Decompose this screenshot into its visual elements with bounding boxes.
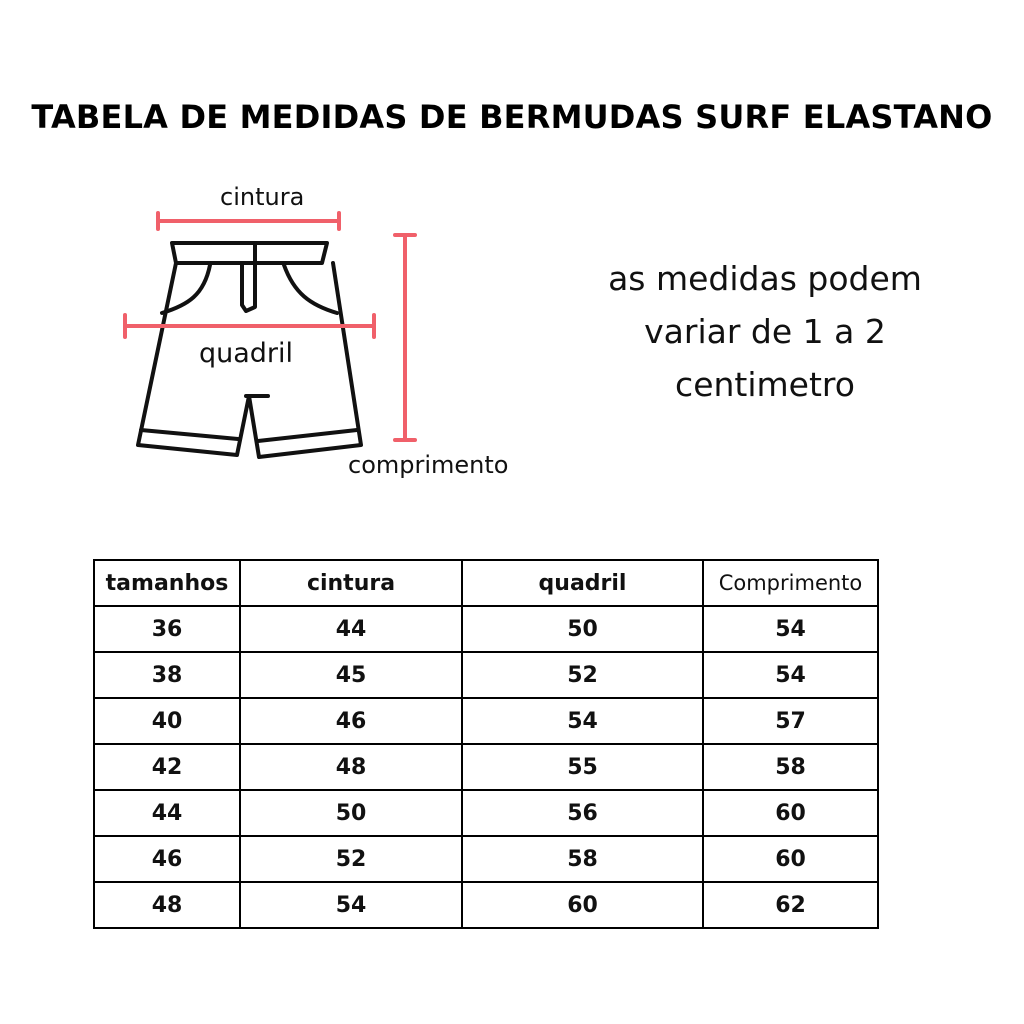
table-row [94, 652, 878, 698]
header-hip: quadril [462, 560, 703, 606]
cell-hip: 58 [462, 836, 703, 882]
variation-note [560, 252, 970, 411]
note-line: centimetro [675, 365, 855, 404]
table-row [94, 744, 878, 790]
shorts-illustration [110, 175, 550, 495]
cell-length: 54 [703, 652, 878, 698]
waist-label: cintura [220, 183, 305, 211]
cell-waist: 54 [240, 882, 462, 928]
hip-label: quadril [199, 338, 294, 369]
cell-length: 54 [703, 606, 878, 652]
cell-size: 44 [94, 790, 240, 836]
table-row [94, 698, 878, 744]
cell-waist: 45 [240, 652, 462, 698]
table-row [94, 790, 878, 836]
length-label: comprimento [348, 451, 509, 479]
cell-size: 46 [94, 836, 240, 882]
cell-length: 62 [703, 882, 878, 928]
cell-size: 48 [94, 882, 240, 928]
page-title: TABELA DE MEDIDAS DE BERMUDAS SURF ELASTANO [31, 98, 993, 136]
table-row [94, 882, 878, 928]
table-row [94, 836, 878, 882]
cell-length: 58 [703, 744, 878, 790]
header-length: Comprimento [703, 560, 878, 606]
cell-length: 60 [703, 836, 878, 882]
shorts-measurement-diagram [110, 175, 550, 495]
waist-measure-line [158, 213, 339, 229]
cell-size: 42 [94, 744, 240, 790]
cell-length: 57 [703, 698, 878, 744]
cell-hip: 52 [462, 652, 703, 698]
cell-hip: 60 [462, 882, 703, 928]
header-sizes: tamanhos [94, 560, 240, 606]
cell-waist: 44 [240, 606, 462, 652]
table-row [94, 606, 878, 652]
cell-length: 60 [703, 790, 878, 836]
cell-hip: 54 [462, 698, 703, 744]
table-header-row [94, 560, 878, 606]
cell-size: 38 [94, 652, 240, 698]
cell-size: 36 [94, 606, 240, 652]
length-measure-line [395, 235, 415, 440]
cell-hip: 55 [462, 744, 703, 790]
cell-waist: 50 [240, 790, 462, 836]
cell-hip: 56 [462, 790, 703, 836]
cell-size: 40 [94, 698, 240, 744]
cell-waist: 48 [240, 744, 462, 790]
cell-hip: 50 [462, 606, 703, 652]
cell-waist: 46 [240, 698, 462, 744]
size-table [93, 559, 879, 929]
note-line: variar de 1 a 2 [644, 312, 886, 351]
cell-waist: 52 [240, 836, 462, 882]
note-line: as medidas podem [608, 259, 922, 298]
header-waist: cintura [240, 560, 462, 606]
